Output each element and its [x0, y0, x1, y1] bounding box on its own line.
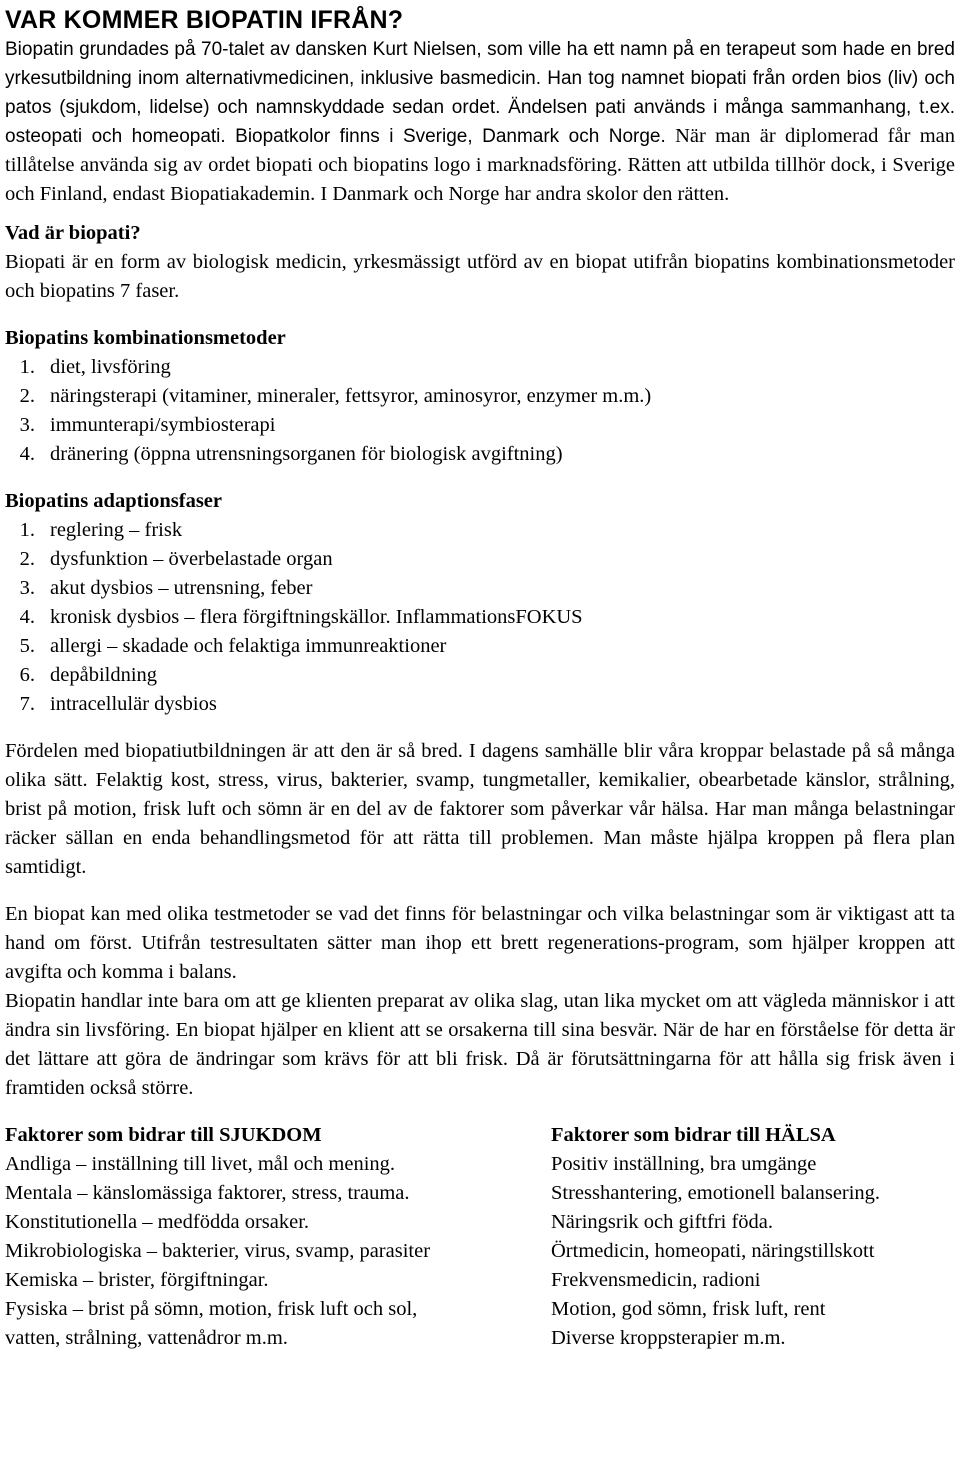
list-item: 7. intracellulär dysbios: [19, 693, 217, 715]
list-item: Motion, god sömn, frisk luft, rent: [551, 1298, 826, 1320]
list-item: 2. dysfunktion – överbelastade organ: [19, 548, 333, 570]
intro-sans-text: Biopatin grundades på 70-talet av dansken Kurt Nielsen, som ville ha ett namn på en terapeut som hade en bred yrkesutbildning inom alternativmedicinen, inklusive basmedicin. Han tog namnet biopati från orden bios (liv) och patos (sjukdom, lidelse) och namnskyddade sedan ordet. Ändelsen pati används i många sammanhang, t.ex. osteopati och homeopati. Biopatkolor finns i Sverige, Danmark och Norge.: [5, 39, 955, 147]
factors-health-heading: Faktorer som bidrar till HÄLSA: [551, 1124, 836, 1146]
factors-health-column: [551, 1121, 955, 1353]
what-is-heading: Vad är biopati?: [5, 222, 141, 244]
phases-heading: Biopatins adaptionsfaser: [5, 490, 223, 512]
list-item: vatten, strålning, vattenådror m.m.: [5, 1327, 288, 1349]
phases-list: [5, 516, 955, 719]
intro-serif-text: När man är diplomerad får man tillåtelse använda sig av ordet biopati och biopatins logo i marknadsföring. Rätten att utbilda tillhör dock, i Sverige och Finland, endast Biopatiakademin. I Danmark och Norge har andra skolor den rätten.: [5, 125, 955, 205]
factors-disease-heading: Faktorer som bidrar till SJUKDOM: [5, 1124, 322, 1146]
factors-columns: [5, 1121, 955, 1353]
testing-paragraph: En biopat kan med olika testmetoder se vad det finns för belastningar och vilka belastningar som är viktigast att ta hand om först. Utifrån testresultaten sätter man ihop ett brett regenerations-program, som hjälper kroppen att avgifta och komma i balans.: [5, 903, 955, 983]
factors-disease-column: [5, 1121, 551, 1353]
list-item: Frekvensmedicin, radioni: [551, 1269, 761, 1291]
list-item: Fysiska – brist på sömn, motion, frisk luft och sol,: [5, 1298, 418, 1320]
intro-paragraph: [5, 35, 955, 209]
list-item: Mentala – känslomässiga faktorer, stress, trauma.: [5, 1182, 410, 1204]
list-item: 6. depåbildning: [19, 664, 158, 686]
list-item: Kemiska – brister, förgiftningar.: [5, 1269, 269, 1291]
list-item: 3. immunterapi/symbiosterapi: [19, 414, 276, 436]
list-item: 1. reglering – frisk: [19, 519, 183, 541]
list-item: 4. dränering (öppna utrensningsorganen för biologisk avgiftning): [19, 443, 563, 465]
list-item: Näringsrik och giftfri föda.: [551, 1211, 774, 1233]
list-item: Mikrobiologiska – bakterier, virus, svamp, parasiter: [5, 1240, 431, 1262]
list-item: Örtmedicin, homeopati, näringstillskott: [551, 1240, 875, 1262]
list-item: Andliga – inställning till livet, mål och mening.: [5, 1153, 396, 1175]
list-item: 3. akut dysbios – utrensning, feber: [19, 577, 313, 599]
list-item: Positiv inställning, bra umgänge: [551, 1153, 817, 1175]
page-title: VAR KOMMER BIOPATIN IFRÅN?: [5, 6, 404, 34]
guidance-paragraph: Biopatin handlar inte bara om att ge klienten preparat av olika slag, utan lika mycket om att vägleda människor i att ändra sin livsföring. En biopat hjälper en klient att se orsakerna till sina besvär. När de har en förståelse för detta är det lättare att göra de ändringar som krävs för att bli frisk. Då är förutsättningarna för att hålla sig frisk även i framtiden också större.: [5, 990, 955, 1099]
methods-list: [5, 353, 955, 469]
what-is-paragraph: Biopati är en form av biologisk medicin, yrkesmässigt utförd av en biopat utifrån biopatins kombinationsmetoder och biopatins 7 faser.: [5, 251, 955, 302]
list-item: 2. näringsterapi (vitaminer, mineraler, fettsyror, aminosyror, enzymer m.m.): [19, 385, 652, 407]
list-item: Stresshantering, emotionell balansering.: [551, 1182, 881, 1204]
list-item: 4. kronisk dysbios – flera förgiftningskällor. InflammationsFOKUS: [19, 606, 583, 628]
list-item: 1. diet, livsföring: [19, 356, 171, 378]
list-item: 5. allergi – skadade och felaktiga immunreaktioner: [19, 635, 447, 657]
list-item: Konstitutionella – medfödda orsaker.: [5, 1211, 310, 1233]
benefits-paragraph: Fördelen med biopatiutbildningen är att den är så bred. I dagens samhälle blir våra kroppar belastade på så många olika sätt. Felaktig kost, stress, virus, bakterier, svamp, tungmetaller, kemikalier, obearbetade känslor, strålning, brist på motion, frisk luft och sömn är en del av de faktorer som påverkar vår hälsa. Har man många belastningar räcker sällan en enda behandlingsmetod för att rätta till problemen. Man måste hjälpa kroppen på flera plan samtidigt.: [5, 740, 955, 878]
list-item: Diverse kroppsterapier m.m.: [551, 1327, 786, 1349]
methods-heading: Biopatins kombinationsmetoder: [5, 327, 286, 349]
